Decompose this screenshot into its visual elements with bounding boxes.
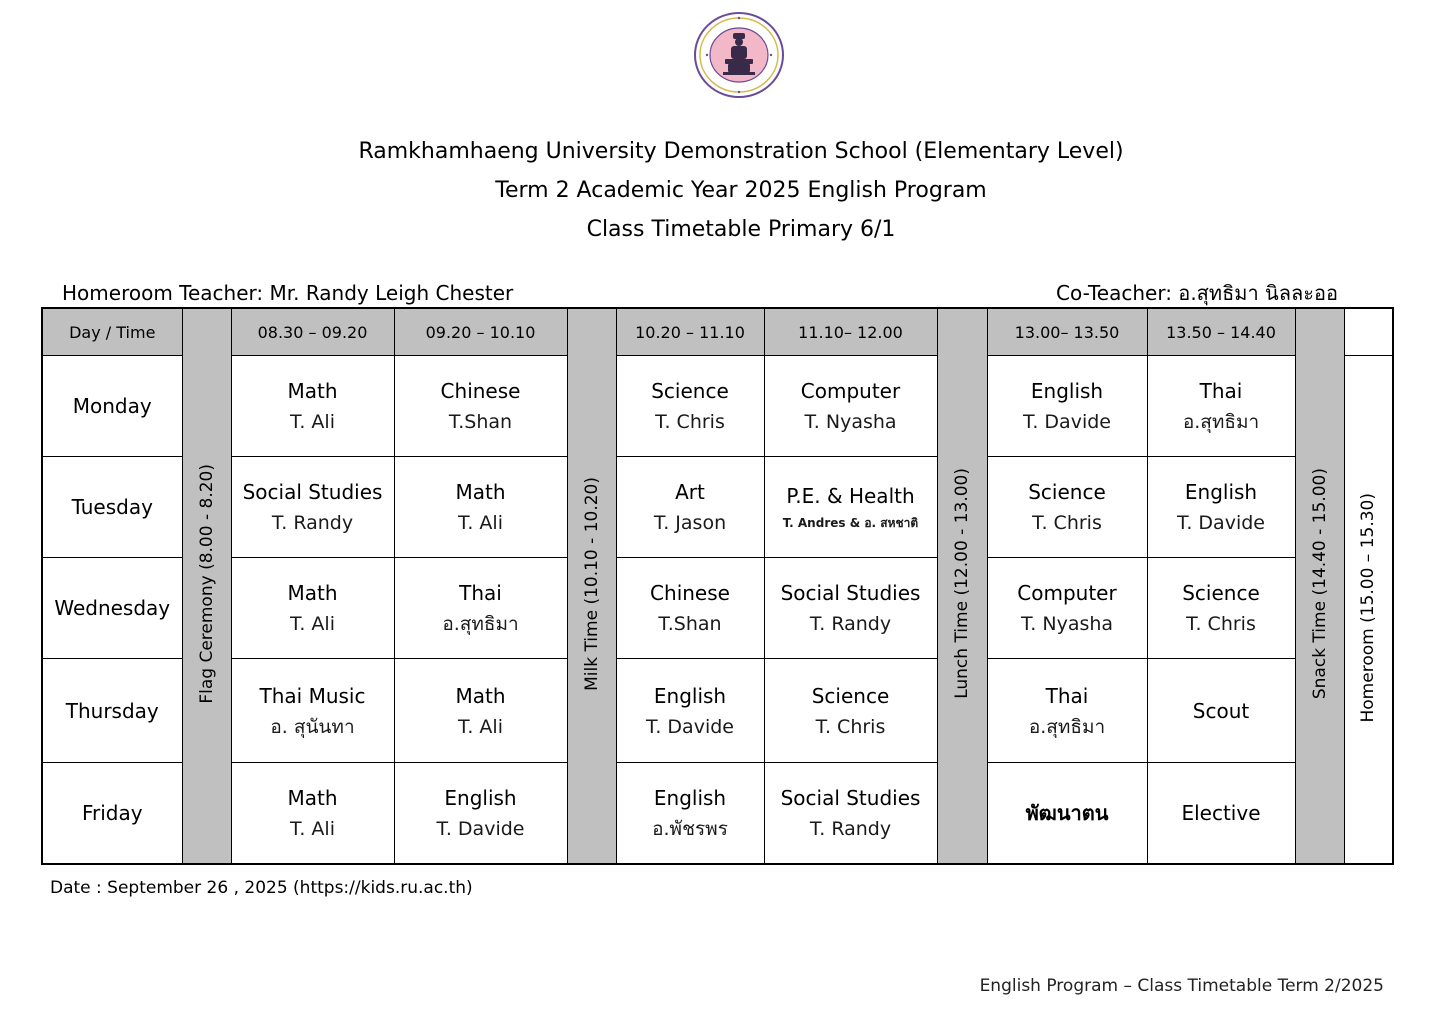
day-label: Wednesday (42, 558, 182, 659)
teacher-label: T.Shan (448, 411, 513, 433)
subject-label: English (1030, 379, 1104, 403)
subject-label: Elective (1181, 800, 1261, 825)
table-row (42, 558, 1393, 659)
title-block (0, 132, 1432, 249)
period-header: 13.00– 13.50 (987, 308, 1147, 356)
teacher-label: อ.สุทธิมา (1182, 411, 1260, 433)
homeroom-teacher: Homeroom Teacher: Mr. Randy Leigh Chester (62, 281, 514, 305)
lunch-time-band: Lunch Time (12.00 - 13.00) (937, 308, 987, 864)
subject-label: Chinese (650, 581, 730, 605)
class-cell (231, 558, 394, 659)
class-title: Class Timetable Primary 6/1 (586, 217, 896, 242)
subject-label: Science (651, 379, 729, 403)
subject-label: Math (455, 480, 506, 504)
class-cell (764, 763, 937, 864)
flag-ceremony-band: Flag Ceremony (8.00 - 8.20) (182, 308, 231, 864)
page-title: Ramkhamhaeng University Demonstration School (Elementary Level) (358, 139, 1124, 164)
teacher-label: T. Chris (1186, 613, 1256, 635)
subject-label: Science (1028, 480, 1106, 504)
day-label: Thursday (42, 659, 182, 763)
subject-label: Social Studies (780, 581, 921, 605)
class-cell (764, 659, 937, 763)
class-cell (616, 457, 764, 558)
subject-label: Social Studies (780, 785, 921, 810)
subject-label: Math (287, 581, 338, 605)
teacher-label: T. Chris (815, 715, 886, 738)
class-cell (231, 356, 394, 457)
teacher-label: T. Randy (809, 817, 892, 840)
teacher-label: T. Ali (290, 613, 335, 635)
teacher-label: T. Ali (290, 817, 335, 840)
teacher-label: T. Davide (646, 715, 734, 738)
teacher-label: T. Ali (290, 411, 335, 433)
timetable (41, 307, 1394, 865)
teacher-label: T. Nyasha (804, 411, 897, 433)
period-header: 11.10– 12.00 (764, 308, 937, 356)
subject-label: English (444, 785, 517, 810)
class-cell (394, 659, 567, 763)
teacher-label: อ. สุนันทา (270, 715, 355, 738)
class-cell (231, 659, 394, 763)
class-cell (987, 558, 1147, 659)
subject-label: Math (287, 785, 338, 810)
subject-label: Social Studies (242, 480, 383, 504)
class-cell (1147, 659, 1295, 763)
period-header: 13.50 – 14.40 (1147, 308, 1295, 356)
class-cell (231, 457, 394, 558)
subject-label: Science (811, 683, 890, 708)
class-cell (987, 659, 1147, 763)
teacher-label: T. Ali (458, 715, 503, 738)
subject-label: Computer (1017, 581, 1117, 605)
term-subtitle: Term 2 Academic Year 2025 English Program (495, 178, 987, 203)
homeroom-header-blank (1344, 308, 1393, 356)
table-row (42, 356, 1393, 457)
class-cell (616, 763, 764, 864)
subject-label: Chinese (440, 379, 521, 403)
subject-label: พัฒนาตน (1025, 800, 1109, 825)
subject-label: Thai Music (259, 683, 366, 708)
class-cell (1147, 558, 1295, 659)
teacher-label: อ.พัชรพร (652, 817, 728, 840)
teacher-label: T. Chris (1032, 512, 1102, 534)
class-cell (987, 763, 1147, 864)
teacher-label: T. Davide (1023, 411, 1111, 433)
class-cell (394, 558, 567, 659)
subject-label: Science (1182, 581, 1260, 605)
subject-label: Scout (1192, 698, 1250, 723)
table-row (42, 457, 1393, 558)
class-cell (616, 558, 764, 659)
corner-cell: Day / Time (42, 308, 182, 356)
subject-label: English (653, 785, 727, 810)
day-label: Tuesday (42, 457, 182, 558)
class-cell (1147, 457, 1295, 558)
teacher-label: T. Davide (436, 817, 525, 840)
subject-label: Computer (800, 379, 901, 403)
subject-label: Thai (1045, 683, 1089, 708)
teacher-label: T. Davide (1177, 512, 1265, 534)
class-cell (394, 763, 567, 864)
class-cell (1147, 763, 1295, 864)
teacher-label: T. Nyasha (1020, 613, 1114, 635)
teacher-label: T. Randy (809, 613, 892, 635)
table-row (42, 763, 1393, 864)
class-cell (616, 659, 764, 763)
snack-time-band: Snack Time (14.40 - 15.00) (1295, 308, 1344, 864)
teacher-label: T. Chris (655, 411, 725, 433)
class-cell (394, 356, 567, 457)
class-cell (394, 457, 567, 558)
class-cell (616, 356, 764, 457)
teacher-label: T.Shan (658, 613, 722, 635)
class-cell (764, 558, 937, 659)
day-label: Friday (42, 763, 182, 864)
subject-label: Thai (1199, 379, 1243, 403)
date-note: Date : September 26 , 2025 (https://kids.ru.ac.th) (50, 878, 473, 898)
subject-label: English (653, 683, 727, 708)
table-row (42, 659, 1393, 763)
subject-label: Thai (459, 581, 502, 605)
milk-time-band: Milk Time (10.10 - 10.20) (567, 308, 616, 864)
class-cell (764, 457, 937, 558)
day-label: Monday (42, 356, 182, 457)
subject-label: P.E. & Health (786, 484, 915, 508)
class-cell (764, 356, 937, 457)
page-footer: English Program – Class Timetable Term 2/2025 (979, 976, 1384, 996)
teacher-label: T. Andres & อ. สหชาติ (782, 516, 919, 530)
period-header: 08.30 – 09.20 (231, 308, 394, 356)
teacher-label: T. Jason (653, 512, 727, 534)
co-teacher: Co-Teacher: อ.สุทธิมา นิลละออ (1056, 281, 1338, 305)
teacher-label: T. Randy (271, 512, 354, 534)
header-row (42, 308, 1393, 356)
period-header: 09.20 – 10.10 (394, 308, 567, 356)
teacher-label: อ.สุทธิมา (442, 613, 519, 635)
subject-label: Art (675, 480, 705, 504)
class-cell (231, 763, 394, 864)
class-cell (987, 356, 1147, 457)
homeroom-band: Homeroom (15.00 – 15.30) (1344, 356, 1393, 864)
teacher-label: อ.สุทธิมา (1028, 715, 1106, 738)
school-seal-icon (693, 11, 785, 99)
subject-label: Math (287, 379, 338, 403)
period-header: 10.20 – 11.10 (616, 308, 764, 356)
class-cell (987, 457, 1147, 558)
class-cell (1147, 356, 1295, 457)
teacher-label: T. Ali (458, 512, 503, 534)
subject-label: English (1184, 480, 1258, 504)
subject-label: Math (455, 683, 506, 708)
